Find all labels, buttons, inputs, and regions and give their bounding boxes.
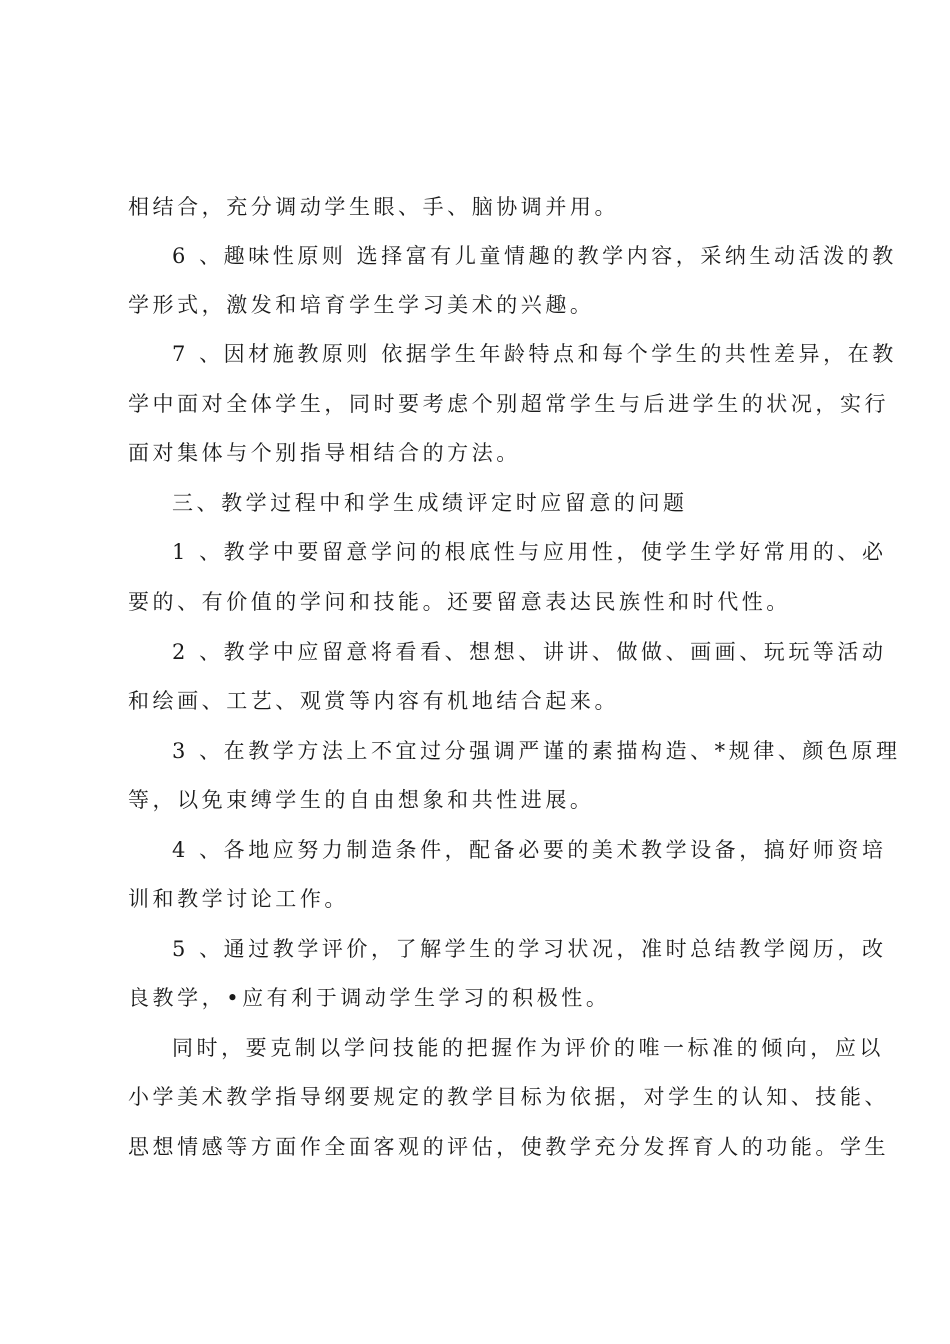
text-line: 训和教学讨论工作。 — [128, 887, 349, 911]
text-line: 要的、有价值的学问和技能。还要留意表达民族性和时代性。 — [128, 590, 791, 614]
text-line: 面对集体与个别指导相结合的方法。 — [128, 441, 521, 465]
text-line: 思想情感等方面作全面客观的评估，使教学充分发挥育人的功能。学生 — [128, 1135, 890, 1159]
text-line: 2 、教学中应留意将看看、想想、讲讲、做做、画画、玩玩等活动 — [172, 640, 887, 664]
text-line: 3 、在教学方法上不宜过分强调严谨的素描构造、*规律、颜色原理 — [172, 739, 901, 763]
text-line: 5 、通过教学评价，了解学生的学习状况，准时总结教学阅历，改 — [172, 937, 887, 961]
text-line: 良教学，•应有利于调动学生学习的积极性。 — [128, 986, 611, 1010]
text-line: 6 、趣味性原则 选择富有儿童情趣的教学内容，采纳生动活泼的教 — [172, 244, 897, 268]
text-line: 1 、教学中要留意学问的根底性与应用性，使学生学好常用的、必 — [172, 540, 887, 564]
text-line: 同时，要克制以学问技能的把握作为评价的唯一标准的倾向，应以 — [172, 1036, 884, 1060]
text-line: 小学美术教学指导纲要规定的教学目标为依据，对学生的认知、技能、 — [128, 1085, 890, 1109]
text-line: 相结合，充分调动学生眼、手、脑协调并用。 — [128, 195, 619, 219]
section-heading: 三、教学过程中和学生成绩评定时应留意的问题 — [172, 491, 688, 515]
text-line: 学中面对全体学生，同时要考虑个别超常学生与后进学生的状况，实行 — [128, 392, 890, 416]
text-line: 4 、各地应努力制造条件，配备必要的美术教学设备，搞好师资培 — [172, 838, 887, 862]
text-line: 学形式，激发和培育学生学习美术的兴趣。 — [128, 293, 595, 317]
text-line: 7 、因材施教原则 依据学生年龄特点和每个学生的共性差异，在教 — [172, 342, 897, 366]
text-line: 等，以免束缚学生的自由想象和共性进展。 — [128, 788, 595, 812]
text-line: 和绘画、工艺、观赏等内容有机地结合起来。 — [128, 689, 619, 713]
